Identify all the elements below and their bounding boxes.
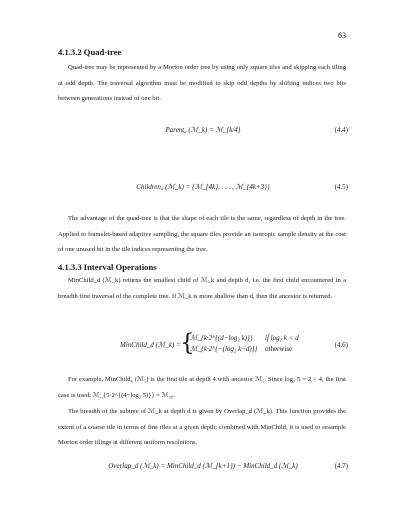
- equation-minchild-lhs: MinChild_d (ℳ_k) =: [120, 341, 181, 349]
- equation-minchild-number: (4.6): [334, 341, 348, 349]
- equation-minchild: [120, 330, 350, 356]
- equation-minchild-cond1: if log₂ k < d: [265, 334, 299, 342]
- paragraph-quadtree: Quad-tree may be represented by a Morton order tree by using only square tiles and skipping each tiling at odd depth. The traversal algorithm must be modified to skip odd depths by shifting indices two bits between generations instead of one bit.: [58, 64, 346, 103]
- left-brace-glyph: {: [180, 330, 195, 356]
- paragraph-example: For example, MinChild₄ (ℳ₅) is the first tile at depth 4 with ancestor ℳ₅. Since log₂ 5 = 2 < 4, the first case is used: ℳ_{5·2^{(4−log₂ 5)}} = ℳ₂₀.: [58, 376, 346, 399]
- equation-minchild-case1: ℳ_{k·2^{(d−log₂ k)}}: [190, 334, 253, 342]
- equation-parent-number: (4.4): [334, 126, 348, 134]
- equation-minchild-cond2: otherwise: [265, 345, 293, 353]
- equation-overlap-text: Overlap_d (ℳ_k) = MinChild_d (ℳ_{k+1}) − MinChild_d (ℳ_k): [108, 462, 298, 470]
- paragraph-minchild: MinChild_d (ℳ_k) returns the smallest child of ℳ_k and depth d, i.e. the first child encountered in a breadth first traversal of the complete tree. If ℳ_k is more shallow than d, then the ancestor is returned.: [58, 277, 346, 300]
- equation-minchild-case2: ℳ_{k·2^{−(log₂ k−d)}}: [190, 345, 258, 353]
- paragraph-advantage: The advantage of the quad-tree is that the shape of each tile is the same, regardless of depth in the tree. Applied to framelet-based adaptive sampling, the square tiles provide an isotropic sample density at the cost of one unused bit in the tile indices representing the tree.: [58, 215, 346, 254]
- equation-children-text: Children₄ (ℳ_k) = {ℳ_{4k}, . . . , ℳ_{4k+3}}: [136, 183, 270, 191]
- equation-overlap: [58, 462, 348, 474]
- equation-parent: [58, 126, 348, 138]
- paragraph-breadth: The breadth of the subtree of ℳ_k at depth d is given by Overlap_d (ℳ_k). This function provides the extent of a coarse tile in terms of fine tiles at a given depth; combined with MinChild, it is used to resample Morton order tilings at different uniform resolutions.: [58, 408, 346, 447]
- section-heading-quadtree: 4.1.3.2 Quad-tree: [58, 47, 122, 57]
- equation-parent-text: Parent₄ (ℳ_k) = ℳ_{k/4}: [165, 126, 241, 134]
- equation-children-number: (4.5): [334, 183, 348, 191]
- section-heading-interval: 4.1.3.3 Interval Operations: [58, 262, 157, 272]
- page-number: 63: [338, 31, 346, 40]
- equation-overlap-number: (4.7): [334, 462, 348, 470]
- equation-children: [58, 183, 348, 195]
